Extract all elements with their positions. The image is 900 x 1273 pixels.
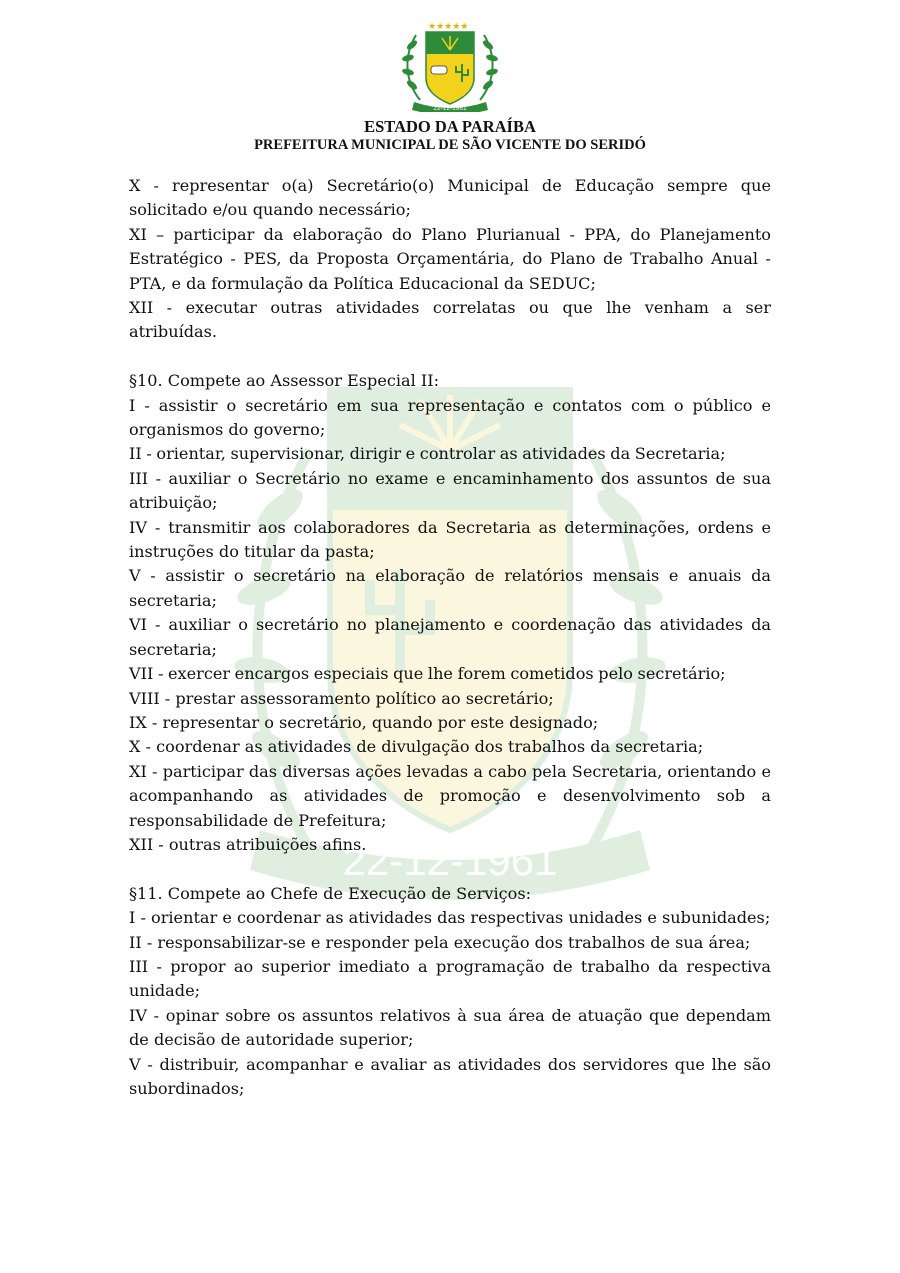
- list-item: X - representar o(a) Secretário(o) Municipal de Educação sempre que solicitado e/ou quando necessário;: [129, 176, 771, 220]
- list-item: V - assistir o secretário na elaboração de relatórios mensais e anuais da secretaria;: [129, 566, 771, 610]
- paragraph-spacer: [129, 857, 771, 881]
- section-heading: §10. Compete ao Assessor Especial II:: [129, 371, 440, 391]
- crest-laurel-left: [401, 35, 420, 100]
- list-item: V - distribuir, acompanhar e avaliar as atividades dos servidores que lhe são subordinados;: [129, 1054, 771, 1098]
- state-title: ESTADO DA PARAÍBA: [364, 117, 536, 136]
- crest-cow-icon: [431, 66, 447, 74]
- list-item: X - coordenar as atividades de divulgação dos trabalhos da secretaria;: [129, 737, 704, 757]
- section-heading: §11. Compete ao Chefe de Execução de Serviços:: [129, 883, 532, 903]
- list-item: VII - exercer encargos especiais que lhe forem cometidos pelo secretário;: [129, 664, 726, 684]
- list-item: IX - representar o secretário, quando por este designado;: [129, 712, 599, 732]
- crest-laurel-right: [480, 35, 499, 100]
- list-item: XII - outras atribuições afins.: [129, 834, 367, 854]
- municipality-title: PREFEITURA MUNICIPAL DE SÃO VICENTE DO SERIDÓ: [254, 137, 646, 153]
- svg-text:★★★★★: ★★★★★: [428, 22, 469, 32]
- crest-date: 22-12-1961: [433, 105, 467, 112]
- document-body: [129, 174, 771, 1101]
- municipal-crest: [398, 20, 502, 112]
- list-item: II - responsabilizar-se e responder pela execução dos trabalhos de sua área;: [129, 932, 751, 952]
- document-header: [0, 117, 900, 155]
- list-item: I - orientar e coordenar as atividades das respectivas unidades e subunidades;: [129, 908, 771, 928]
- list-item: VIII - prestar assessoramento político ao secretário;: [129, 688, 554, 708]
- list-item: XI – participar da elaboração do Plano Plurianual - PPA, do Planejamento Estratégico - PES, da Proposta Orçamentária, do Plano de Trabalho Anual - PTA, e da formulação da Política Educacional da SEDUC;: [129, 224, 771, 293]
- list-item: VI - auxiliar o secretário no planejamento e coordenação das atividades da secretaria;: [129, 615, 771, 659]
- list-item: II - orientar, supervisionar, dirigir e controlar as atividades da Secretaria;: [129, 444, 726, 464]
- list-item: I - assistir o secretário em sua representação e contatos com o público e organismos do governo;: [129, 395, 771, 440]
- list-item: III - propor ao superior imediato a programação de trabalho da respectiva unidade;: [129, 956, 771, 1001]
- list-item: IV - transmitir aos colaboradores da Secretaria as determinações, ordens e instruções do titular da pasta;: [129, 517, 771, 562]
- watermark-date: 22-12-1961: [342, 837, 558, 884]
- paragraph-spacer: [129, 345, 771, 369]
- list-item: XI - participar das diversas ações levadas a cabo pela Secretaria, orientando e acompanhando as atividades de promoção e desenvolvimento sob a responsabilidade de Prefeitura;: [129, 761, 771, 830]
- list-item: III - auxiliar o Secretário no exame e encaminhamento dos assuntos de sua atribuição;: [129, 468, 771, 513]
- list-item: IV - opinar sobre os assuntos relativos à sua área de atuação que dependam de decisão de autoridade superior;: [129, 1005, 771, 1050]
- list-item: XII - executar outras atividades correlatas ou que lhe venham a ser atribuídas.: [129, 298, 771, 342]
- crest-stars: [428, 22, 468, 32]
